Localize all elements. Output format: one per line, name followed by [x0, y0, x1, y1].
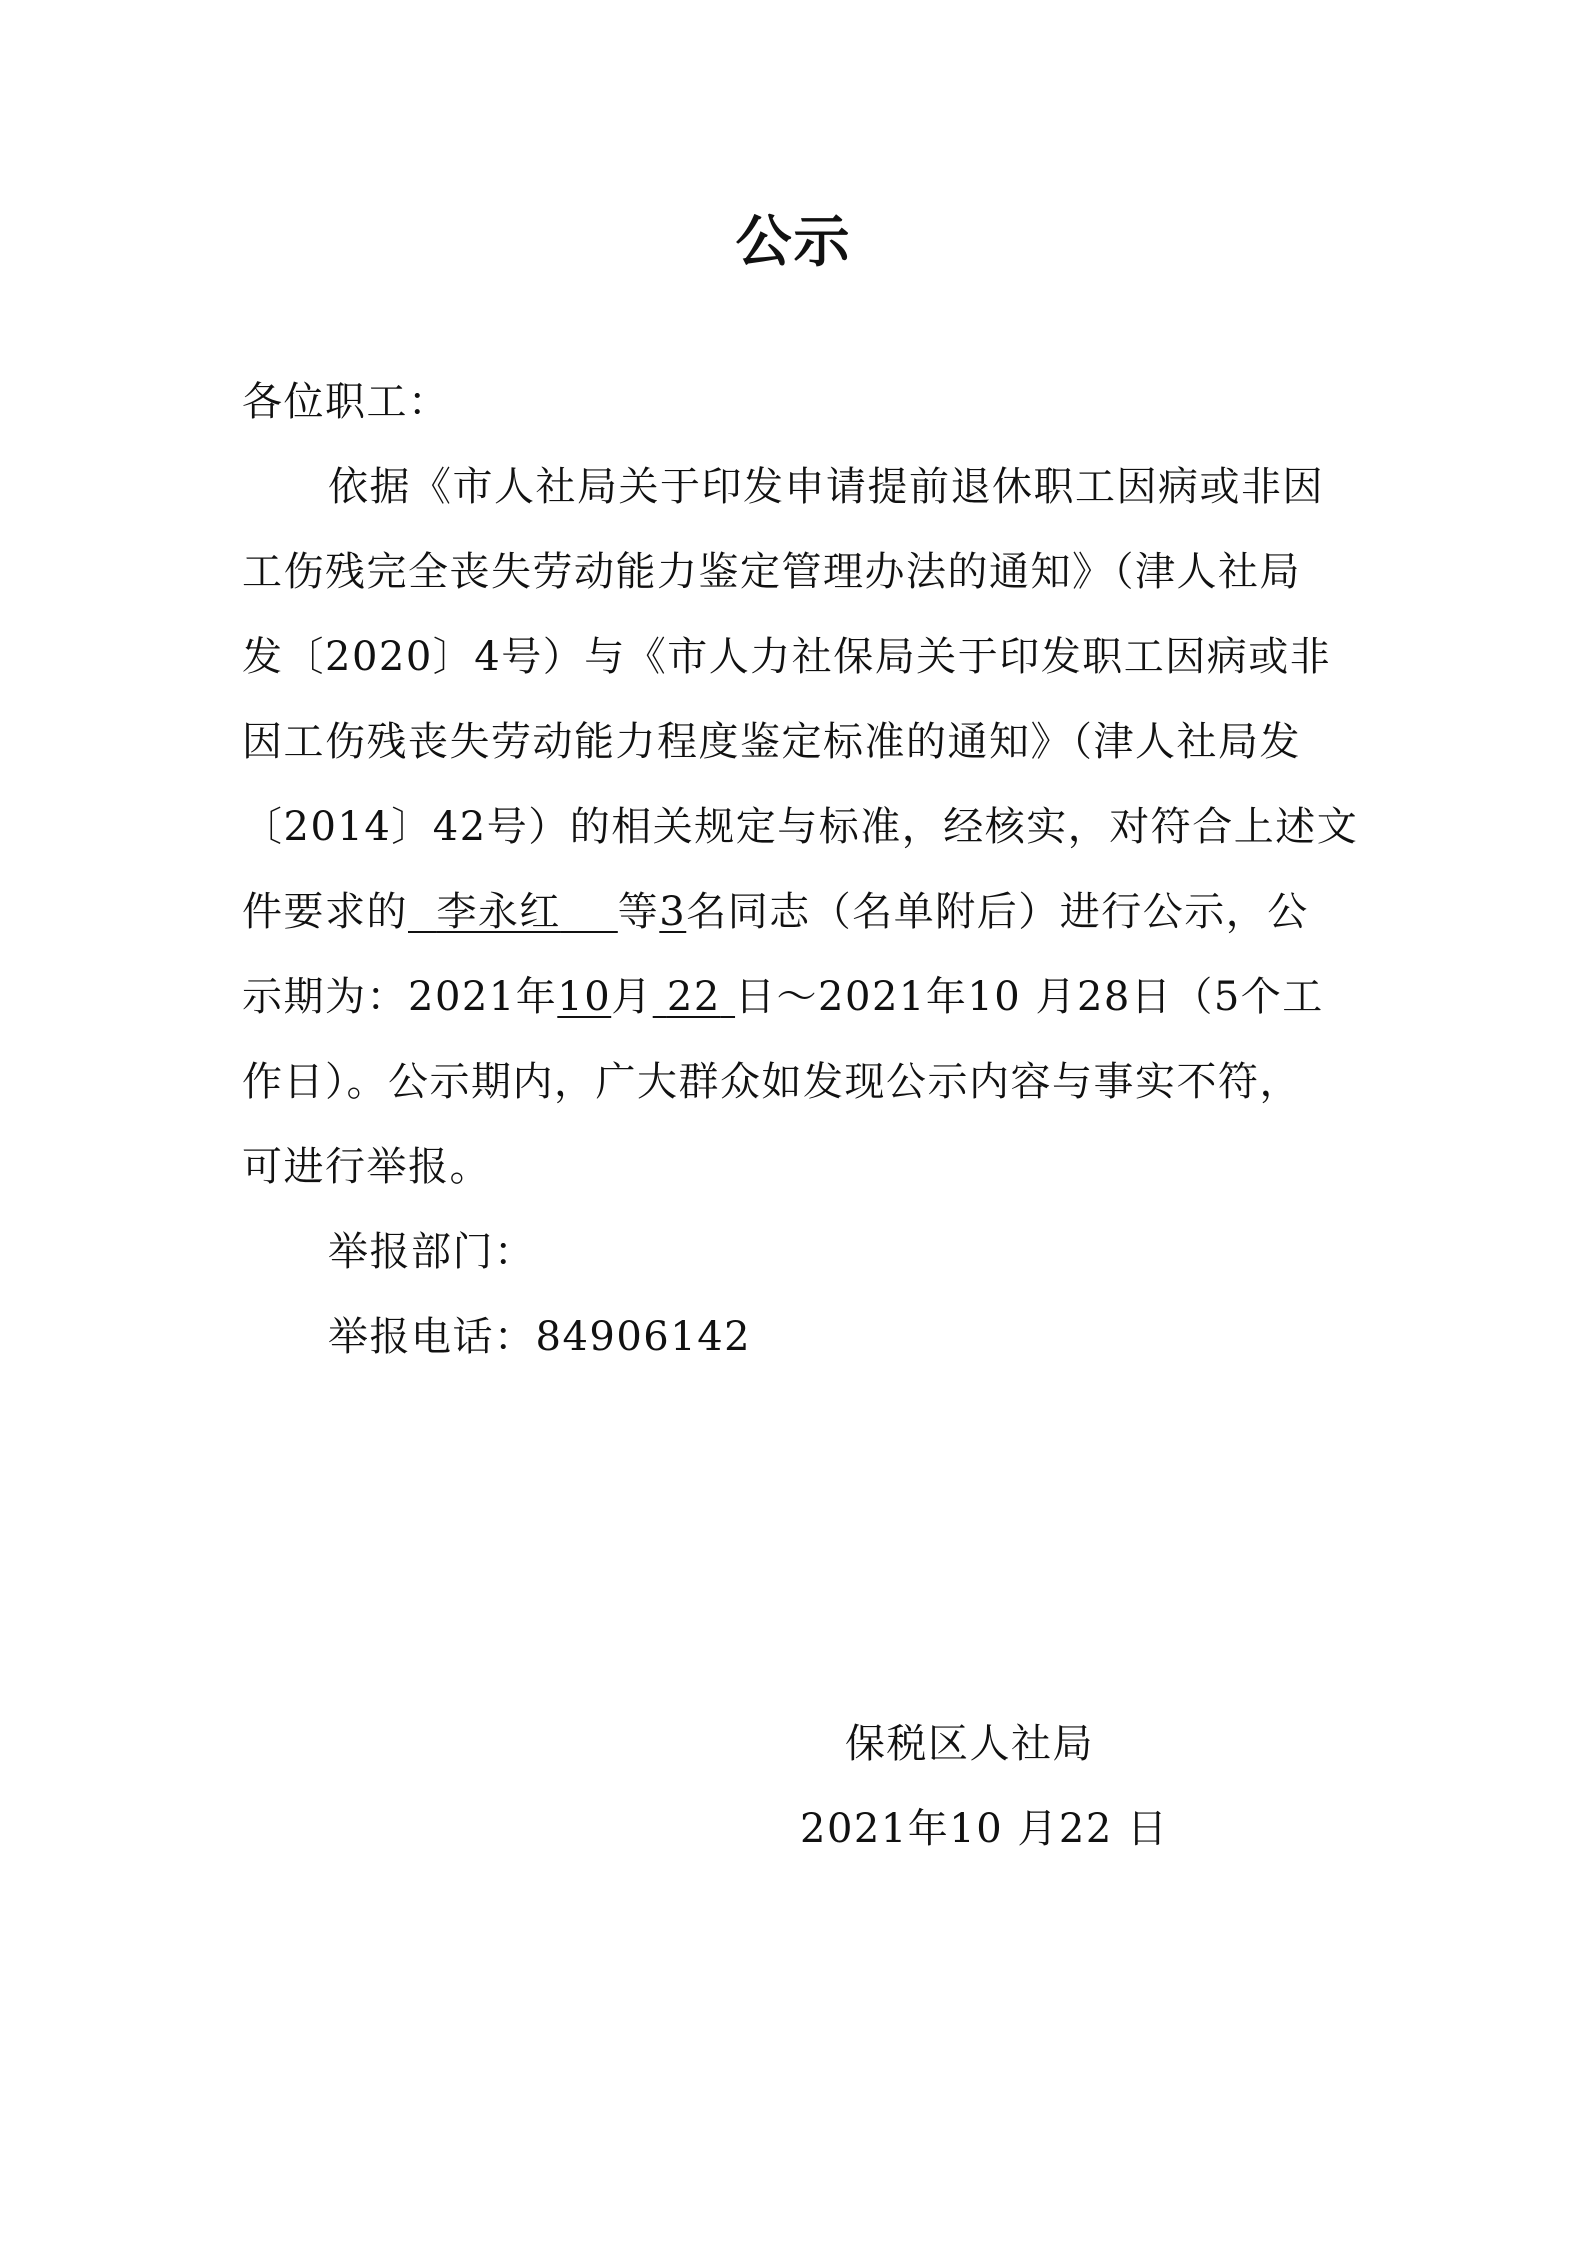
report-phone-label: 举报电话： — [328, 1314, 536, 1360]
body-line-1: 依据《市人社局关于印发申请提前退休职工因病或非因 — [328, 464, 1324, 510]
line6-mid: 等 — [617, 889, 660, 935]
page-title: 公示 — [735, 210, 852, 275]
body-line-2: 工伤残完全丧失劳动能力鉴定管理办法的通知》（津人社局 — [242, 549, 1301, 595]
body-line-5: 〔2014〕42号）的相关规定与标准，经核实，对符合上述文 — [242, 804, 1359, 850]
start-day: 22 — [666, 974, 721, 1020]
signature-organization: 保税区人社局 — [845, 1721, 1094, 1767]
body-line-7 — [242, 973, 1324, 1021]
signature-date: 2021年10 月22 日 — [800, 1806, 1169, 1852]
report-phone-number: 84906142 — [535, 1314, 752, 1360]
start-month: 10 — [557, 974, 612, 1020]
greeting: 各位职工： — [242, 379, 450, 425]
person-name: 李永红 — [436, 889, 561, 935]
person-count: 3 — [659, 889, 687, 935]
start-day-field — [653, 974, 735, 1020]
body-line-6 — [242, 888, 1309, 936]
month-char: 月 — [611, 974, 653, 1020]
line7-prefix: 示期为：2021年 — [242, 974, 558, 1020]
report-department: 举报部门： — [328, 1229, 536, 1275]
body-line-3: 发〔2020〕4号）与《市人力社保局关于印发职工因病或非 — [242, 634, 1332, 680]
line6-prefix: 件要求的 — [242, 889, 408, 935]
body-line-8: 作日）。公示期内，广大群众如发现公示内容与事实不符， — [242, 1059, 1301, 1105]
line7-suffix: 日～2021年10 月28日（5个工 — [735, 974, 1324, 1020]
body-line-9: 可进行举报。 — [242, 1144, 491, 1190]
body-line-4: 因工伤残丧失劳动能力程度鉴定标准的通知》（津人社局发 — [242, 719, 1301, 765]
report-phone — [328, 1313, 751, 1361]
line6-suffix: 名同志（名单附后）进行公示，公 — [686, 889, 1309, 935]
person-name-field — [408, 889, 618, 935]
